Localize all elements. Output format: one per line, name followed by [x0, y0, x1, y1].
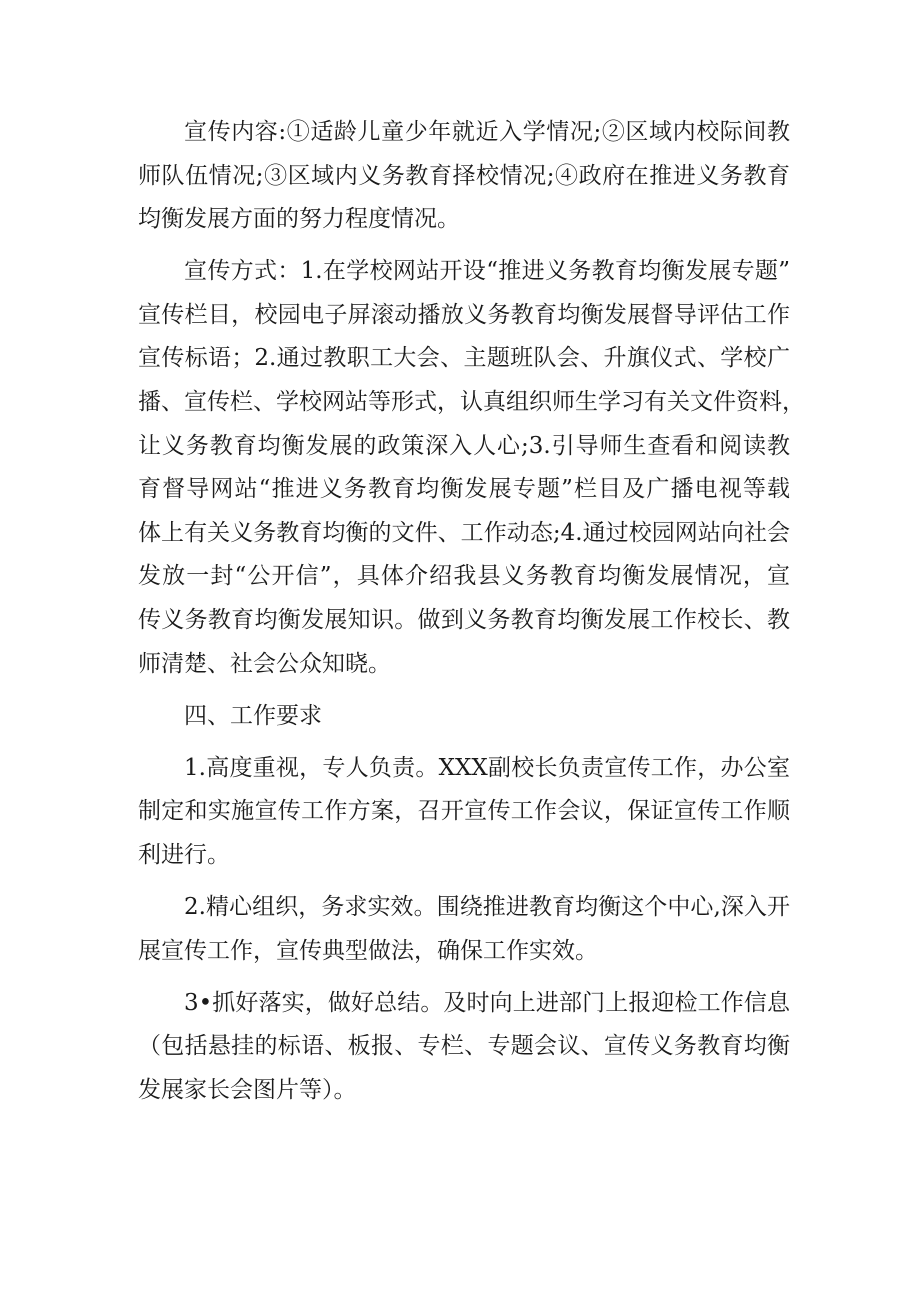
text-line: 展宣传工作，宣传典型做法，确保工作实效。 — [138, 937, 598, 964]
text-line: 师队伍情况;③区域内义务教育择校情况;④政府在推进义务教育 — [138, 162, 790, 189]
text-line: 体上有关义务教育均衡的文件、工作动态;4.通过校园网站向社会 — [138, 519, 790, 546]
text-line: 3•抓好落实，做好总结。及时向上进部门上报迎检工作信息 — [184, 989, 790, 1016]
text-line: 制定和实施宣传工作方案，召开宣传工作会议，保证宣传工作顺 — [138, 798, 790, 825]
text-line: 播、宣传栏、学校网站等形式，认真组织师生学习有关文件资料， — [138, 389, 805, 416]
text-line: 均衡发展方面的努力程度情况。 — [138, 206, 460, 233]
document-body — [138, 111, 805, 1121]
text-line: （包括悬挂的标语、板报、专栏、专题会议、宣传义务教育均衡 — [138, 1033, 790, 1060]
text-line: 宣传内容:①适龄儿童少年就近入学情况;②区域内校际间教 — [184, 119, 790, 145]
text-line: 发展家长会图片等）。 — [138, 1076, 357, 1103]
text-line: 发放一封“公开信”，具体介绍我县义务教育均衡发展情况，宣 — [138, 563, 790, 590]
text-line: 2.精心组织，务求实效。围绕推进教育均衡这个中心,深入开 — [184, 894, 790, 921]
paragraph — [138, 886, 790, 973]
text-line: 传义务教育均衡发展知识。做到义务教育均衡发展工作校长、教 — [138, 607, 790, 634]
text-line: 宣传标语；2.通过教职工大会、主题班队会、升旗仪式、学校广 — [138, 345, 790, 372]
text-line: 宣传栏目，校园电子屏滚动播放义务教育均衡发展督导评估工作 — [138, 301, 790, 328]
paragraph — [138, 982, 790, 1113]
text-line: 让义务教育均衡发展的政策深入人心;3.引导师生查看和阅读教 — [138, 432, 790, 459]
paragraph — [138, 747, 790, 878]
paragraph — [138, 250, 805, 686]
text-line: 1.高度重视，专人负责。XXX副校长负责宣传工作，办公室 — [184, 754, 790, 781]
text-line: 宣传方式：1.在学校网站开设“推进义务教育均衡发展专题” — [184, 258, 790, 285]
paragraph — [138, 111, 790, 242]
section-heading — [138, 695, 790, 739]
text-line: 四、工作要求 — [184, 702, 322, 729]
text-line: 师清楚、社会公众知晓。 — [138, 650, 391, 677]
text-line: 利进行。 — [138, 842, 230, 868]
text-line: 育督导网站“推进义务教育均衡发展专题”栏目及广播电视等载 — [138, 476, 790, 503]
